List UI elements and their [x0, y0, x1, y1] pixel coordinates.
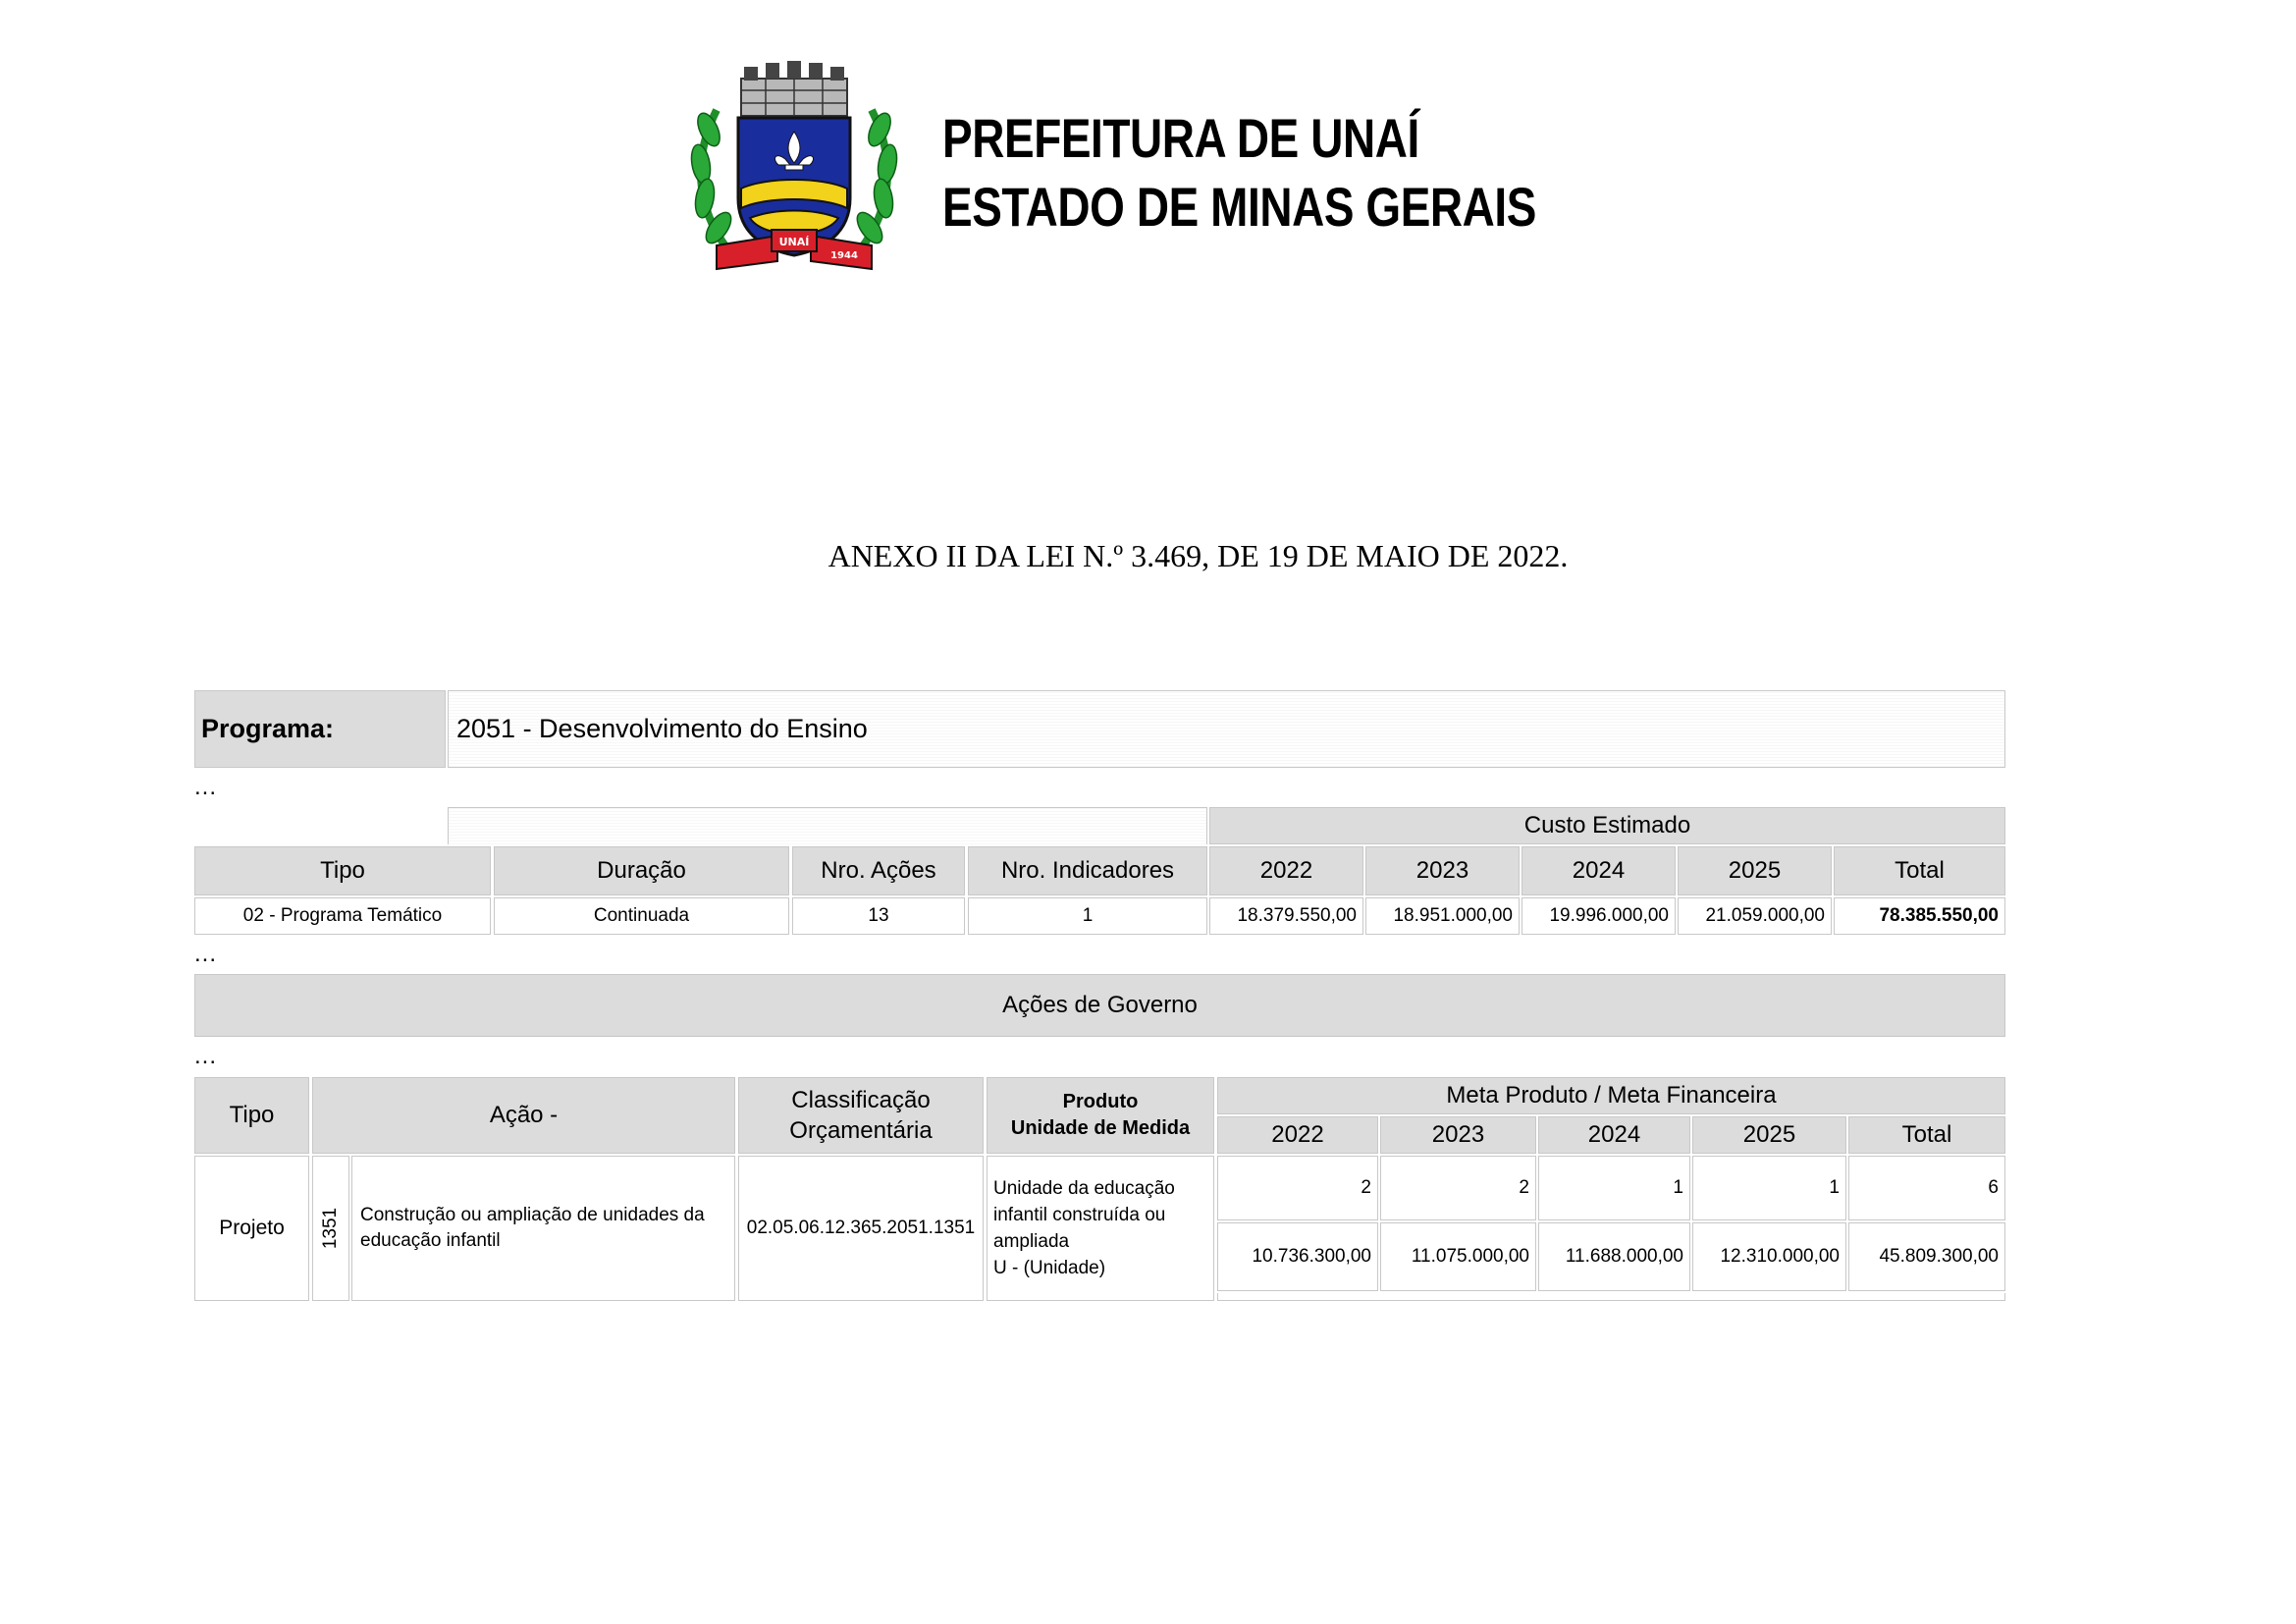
summary-cell-total: 78.385.550,00: [1834, 897, 2005, 935]
produto-desc-line1: Unidade da educação: [993, 1178, 1175, 1199]
classificacao-line2: Orçamentária: [789, 1117, 933, 1144]
summary-cell-tipo: 02 - Programa Temático: [194, 897, 491, 935]
summary-header-tipo: Tipo: [194, 846, 491, 895]
municipal-crest-logo: [687, 61, 901, 273]
meta-financeira-2022: 10.736.300,00: [1217, 1222, 1378, 1291]
produto-desc-line3: ampliada: [993, 1231, 1070, 1252]
actions-header-tipo: Tipo: [194, 1077, 309, 1154]
actions-header-2025: 2025: [1692, 1116, 1846, 1154]
summary-header-2022: 2022: [1209, 846, 1363, 895]
actions-header-2022: 2022: [1217, 1116, 1378, 1154]
meta-financeira-2023: 11.075.000,00: [1380, 1222, 1536, 1291]
action-classificacao: 02.05.06.12.365.2051.1351: [738, 1156, 984, 1301]
summary-header-2024: 2024: [1522, 846, 1676, 895]
produto-line2: Unidade de Medida: [1010, 1117, 1191, 1139]
summary-cell-nro-indicadores: 1: [968, 897, 1207, 935]
actions-header-acao: Ação -: [312, 1077, 735, 1154]
meta-financeira-2025: 12.310.000,00: [1692, 1222, 1846, 1291]
summary-header-total: Total: [1834, 846, 2005, 895]
meta-produto-2023: 2: [1380, 1156, 1536, 1220]
acoes-de-governo-title: Ações de Governo: [194, 974, 2005, 1037]
action-code-cell: [312, 1156, 349, 1301]
produto-desc-line2: infantil construída ou: [993, 1205, 1166, 1225]
actions-header-classificacao: [738, 1077, 984, 1154]
summary-blank-header: [448, 807, 1207, 844]
meta-group-header: Meta Produto / Meta Financeira: [1217, 1077, 2005, 1114]
summary-cell-nro-acoes: 13: [792, 897, 965, 935]
meta-produto-2024: 1: [1538, 1156, 1690, 1220]
programa-label: Programa:: [194, 690, 446, 768]
produto-line1: Produto: [1062, 1091, 1139, 1112]
actions-header-2024: 2024: [1538, 1116, 1690, 1154]
actions-header-produto: [987, 1077, 1214, 1154]
summary-cell-2025: 21.059.000,00: [1678, 897, 1832, 935]
programa-value: 2051 - Desenvolvimento do Ensino: [448, 690, 2005, 768]
summary-cell-duracao: Continuada: [494, 897, 789, 935]
summary-header-nro-acoes: Nro. Ações: [792, 846, 965, 895]
crest-ribbon-year: 1944: [830, 250, 858, 261]
header-title-line2: ESTADO DE MINAS GERAIS: [942, 176, 1537, 238]
header-title-line1: PREFEITURA DE UNAÍ: [942, 107, 1419, 169]
produto-desc-line4: U - (Unidade): [993, 1258, 1106, 1278]
ellipsis-1: ...: [194, 774, 218, 800]
ellipsis-3: ...: [194, 1043, 218, 1069]
summary-cell-2024: 19.996.000,00: [1522, 897, 1676, 935]
custo-estimado-header: Custo Estimado: [1209, 807, 2005, 844]
crest-ribbon-text: UNAÍ: [778, 236, 810, 248]
summary-header-nro-indicadores: Nro. Indicadores: [968, 846, 1207, 895]
action-tipo: Projeto: [194, 1156, 309, 1301]
meta-produto-2022: 2: [1217, 1156, 1378, 1220]
action-description: Construção ou ampliação de unidades da educação infantil: [351, 1156, 735, 1301]
actions-header-total: Total: [1848, 1116, 2005, 1154]
action-produto: [987, 1156, 1214, 1301]
meta-bottom-rule: [1217, 1293, 2005, 1301]
actions-header-2023: 2023: [1380, 1116, 1536, 1154]
action-code: 1351: [320, 1207, 341, 1250]
ellipsis-2: ...: [194, 941, 218, 967]
annex-title: ANEXO II DA LEI N.º 3.469, DE 19 DE MAIO DE 2022.: [828, 538, 1569, 573]
meta-produto-2025: 1: [1692, 1156, 1846, 1220]
summary-cell-2022: 18.379.550,00: [1209, 897, 1363, 935]
summary-cell-2023: 18.951.000,00: [1365, 897, 1520, 935]
classificacao-line1: Classificação: [791, 1087, 931, 1113]
summary-header-2023: 2023: [1365, 846, 1520, 895]
summary-header-2025: 2025: [1678, 846, 1832, 895]
summary-header-duracao: Duração: [494, 846, 789, 895]
meta-financeira-total: 45.809.300,00: [1848, 1222, 2005, 1291]
meta-produto-total: 6: [1848, 1156, 2005, 1220]
meta-financeira-2024: 11.688.000,00: [1538, 1222, 1690, 1291]
